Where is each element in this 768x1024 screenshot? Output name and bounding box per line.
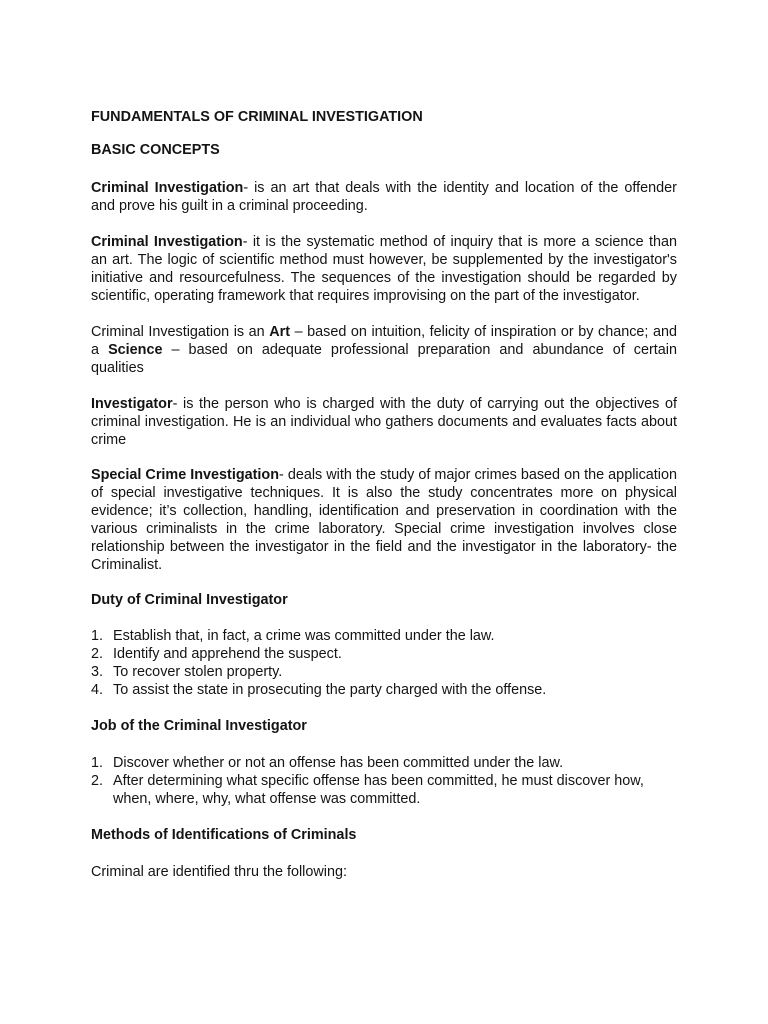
term-label: Criminal Investigation (91, 180, 244, 196)
paragraph-text: – based on intuition, felicity of inspiration or by chance; and a (91, 324, 677, 358)
document-body (91, 108, 677, 881)
list-number: 4. (91, 682, 104, 698)
list-item (91, 645, 677, 663)
definition-text: - is the person who is charged with the duty of carrying out the objectives of criminal investigation. He is an individual who gathers documents and evaluates facts about crime (91, 396, 677, 448)
art-and-science-paragraph (91, 323, 677, 377)
list-item (91, 772, 677, 808)
term-label: Criminal Investigation (91, 234, 243, 250)
list-item-text: After determining what specific offense has been committed, he must discover how, when, where, why, what offense was committed. (113, 773, 644, 807)
list-item-text: Discover whether or not an offense has been committed under the law. (113, 755, 564, 771)
list-number: 3. (91, 664, 104, 680)
list-number: 2. (91, 773, 104, 789)
document-title: FUNDAMENTALS OF CRIMINAL INVESTIGATION (91, 109, 423, 125)
definition-text: - it is the systematic method of inquiry that is more a science than an art. The logic of scientific method must however, be supplemented by the investigator's initiative and resourcefulness. The sequences of the investigation should be regarded by scientific, operating framework that requires improvising on the part of the investigator. (91, 234, 677, 304)
list-item (91, 663, 677, 681)
art-term: Art (269, 324, 291, 340)
definition-investigator (91, 395, 677, 449)
section-title: BASIC CONCEPTS (91, 142, 220, 158)
definition-criminal-investigation-science (91, 233, 677, 305)
list-number: 2. (91, 646, 104, 662)
list-item-text: Identify and apprehend the suspect. (113, 646, 342, 662)
list-item-text: To recover stolen property. (113, 664, 283, 680)
list-number: 1. (91, 628, 104, 644)
methods-intro: Criminal are identified thru the following: (91, 864, 347, 880)
definition-text: - deals with the study of major crimes based on the application of special investigative techniques. It is also the study concentrates more on physical evidence; it’s collection, handling, identification and preservation in coordination with the various criminalists in the crime laboratory. Special crime investigation involves close relationship between the investigator in the field and the investigator in the laboratory- the Criminalist. (91, 467, 677, 573)
definition-criminal-investigation-art (91, 179, 677, 215)
list-item (91, 681, 677, 699)
list-item-text: To assist the state in prosecuting the party charged with the offense. (113, 682, 547, 698)
list-item (91, 754, 677, 772)
term-label: Investigator (91, 396, 173, 412)
list-number: 1. (91, 755, 104, 771)
paragraph-text: Criminal Investigation is an (91, 324, 270, 340)
methods-heading: Methods of Identifications of Criminals (91, 827, 357, 843)
list-item-text: Establish that, in fact, a crime was committed under the law. (113, 628, 495, 644)
list-item (91, 627, 677, 645)
paragraph-text: – based on adequate professional preparation and abundance of certain qualities (91, 342, 677, 376)
definition-text: - is an art that deals with the identity and location of the offender and prove his guilt in a criminal proceeding. (91, 180, 677, 214)
term-label: Special Crime Investigation (91, 467, 280, 483)
job-list (91, 754, 677, 808)
duty-heading: Duty of Criminal Investigator (91, 592, 288, 608)
job-heading: Job of the Criminal Investigator (91, 718, 307, 734)
definition-special-crime-investigation (91, 466, 677, 574)
science-term: Science (108, 342, 163, 358)
duty-list (91, 627, 677, 699)
